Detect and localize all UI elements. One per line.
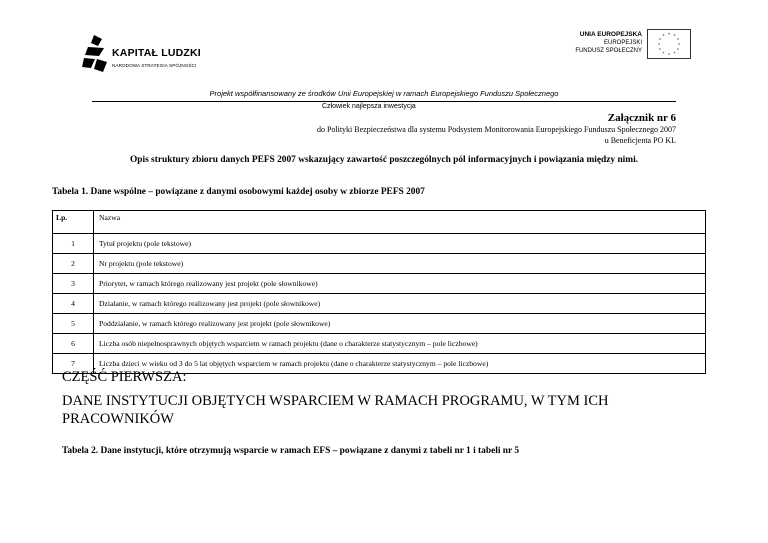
eu-logo-line2: EUROPEJSKI: [603, 40, 642, 46]
table-cell-nazwa: Tytuł projektu (pole tekstowe): [94, 234, 706, 254]
table-row: [53, 314, 706, 334]
svg-text:*: *: [673, 51, 676, 56]
svg-text:*: *: [668, 52, 670, 58]
eu-logo-text: [568, 31, 642, 55]
motto: Człowiek najlepsza inwestycja: [322, 103, 416, 110]
table1: [52, 210, 706, 374]
table1-header-row: [53, 211, 706, 234]
table1-header-nazwa: Nazwa: [94, 211, 706, 234]
part1-title: CZĘŚĆ PIERWSZA:: [62, 369, 187, 385]
table-cell-nazwa: Liczba osób niepełnosprawnych objętych wsparciem w ramach projektu (dane o charakterze statystycznym – pole liczbowe): [94, 334, 706, 354]
svg-text:*: *: [659, 47, 661, 53]
table-cell-nazwa: Priorytet, w ramach którego realizowany jest projekt (pole słownikowe): [94, 274, 706, 294]
eu-logo-line1: UNIA EUROPEJSKA: [579, 31, 642, 38]
kapital-ludzki-title: KAPITAŁ LUDZKI: [112, 47, 201, 59]
table1-header-lp: Lp.: [53, 211, 94, 234]
table-row: [53, 234, 706, 254]
svg-text:*: *: [673, 33, 676, 39]
table-cell-lp: 1: [53, 234, 94, 254]
table-cell-lp: 4: [53, 294, 94, 314]
table-cell-nazwa: Nr projektu (pole tekstowe): [94, 254, 706, 274]
table-row: [53, 274, 706, 294]
kapital-ludzki-emblem-icon: [82, 34, 110, 76]
table-cell-nazwa: Działanie, w ramach którego realizowany jest projekt (pole słownikowe): [94, 294, 706, 314]
svg-text:*: *: [658, 42, 660, 48]
table1-caption: Tabela 1. Dane wspólne – powiązane z danymi osobowymi każdej osoby w zbiorze PEFS 2007: [52, 187, 425, 197]
table-cell-nazwa: Poddziałanie, w ramach którego realizowany jest projekt (pole słownikowe): [94, 314, 706, 334]
svg-text:*: *: [662, 33, 665, 39]
svg-text:*: *: [677, 47, 679, 53]
document-description: Opis struktury zbioru danych PEFS 2007 wskazujący zawartość poszczególnych pól informacyjnych i powiązania między nimi.: [129, 155, 639, 165]
annex-policy-line1: do Polityki Bezpieczeństwa dla systemu Podsystem Monitorowania Europejskiego Funduszu Społecznego 2007: [316, 125, 676, 134]
table-row: [53, 334, 706, 354]
annex-title: Załącznik nr 6: [607, 112, 676, 124]
svg-text:*: *: [678, 42, 680, 48]
kapital-ludzki-subtitle: NARODOWA STRATEGIA SPÓJNOŚCI: [112, 63, 197, 68]
kapital-ludzki-logo: [82, 34, 222, 76]
svg-text:*: *: [668, 32, 670, 37]
table-cell-lp: 7: [53, 354, 94, 374]
table-cell-lp: 3: [53, 274, 94, 294]
header-divider: [92, 101, 676, 102]
table2-caption: Tabela 2. Dane instytucji, które otrzymują wsparcie w ramach EFS – powiązane z danymi z tabeli nr 1 i tabeli nr 5: [62, 446, 520, 456]
svg-text:*: *: [662, 51, 665, 56]
funding-note: Projekt współfinansowany ze środków Unii Europejskiej w ramach Europejskiego Funduszu Społecznego: [209, 89, 559, 98]
svg-text:*: *: [659, 37, 661, 43]
table-cell-lp: 5: [53, 314, 94, 334]
table-row: [53, 294, 706, 314]
eu-logo-line3: FUNDUSZ SPOŁECZNY: [575, 48, 642, 54]
annex-policy-line2: u Beneficjenta PO KL: [604, 136, 676, 145]
table-cell-nazwa: Liczba dzieci w wieku od 3 do 5 lat objętych wsparciem w ramach projektu (dane o charakterze statystycznym – pole liczbowe): [94, 354, 706, 374]
part1-heading: DANE INSTYTUCJI OBJĘTYCH WSPARCIEM W RAMACH PROGRAMU, W TYM ICH PRACOWNIKÓW: [62, 393, 609, 427]
table-cell-lp: 6: [53, 334, 94, 354]
table-row: [53, 254, 706, 274]
table-cell-lp: 2: [53, 254, 94, 274]
svg-text:*: *: [677, 37, 679, 43]
eu-flag-icon: [647, 29, 691, 59]
